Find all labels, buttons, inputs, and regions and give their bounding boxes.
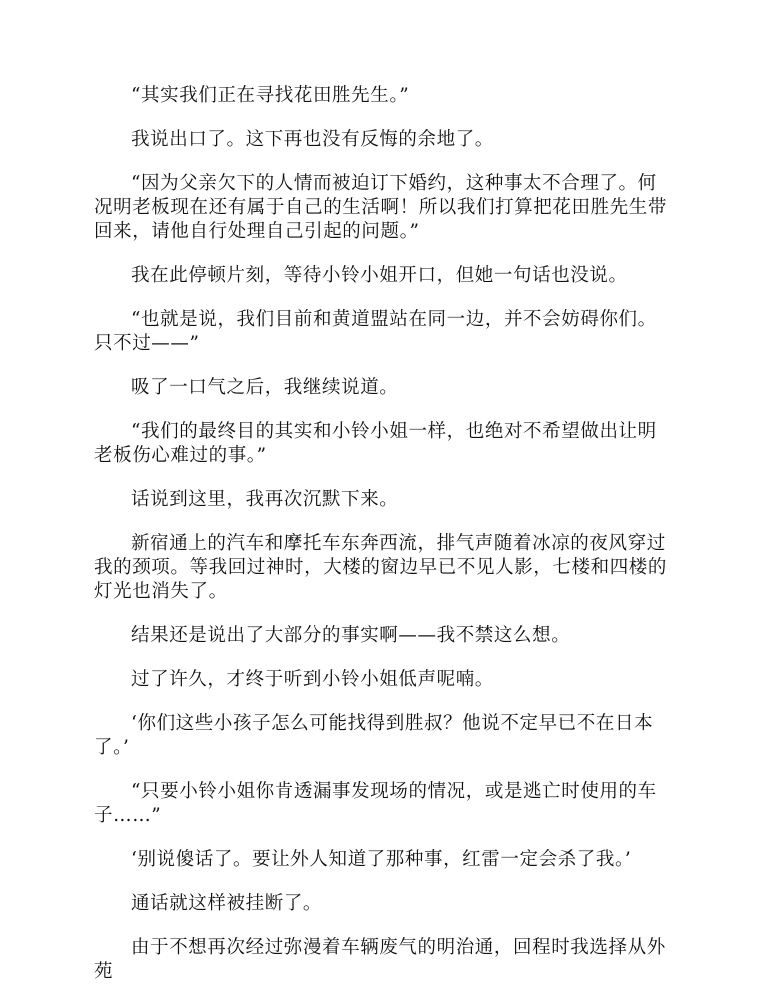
paragraph: 吸了一口气之后，我继续说道。 (131, 377, 399, 398)
paragraph: “其实我们正在寻找花田胜先生。” (131, 85, 410, 106)
paragraph: 通话就这样被挂断了。 (131, 893, 323, 914)
paragraph: 话说到这里，我再次沉默下来。 (131, 489, 399, 510)
paragraph: 由于不想再次经过弥漫着车辆废气的明治通，回程时我选择从外苑 (94, 937, 666, 982)
document-body (94, 84, 672, 1004)
paragraph: ‘别说傻话了。要让外人知道了那种事，红雷一定会杀了我。’ (131, 849, 632, 870)
paragraph: 过了许久，才终于听到小铃小姐低声呢喃。 (131, 669, 494, 690)
paragraph: 我在此停顿片刻，等待小铃小姐开口，但她一句话也没说。 (131, 265, 628, 286)
paragraph: “也就是说，我们目前和黄道盟站在同一边，并不会妨碍你们。只不过——” (94, 309, 657, 354)
paragraph: 结果还是说出了大部分的事实啊——我不禁这么想。 (131, 625, 571, 646)
paragraph: 我说出口了。这下再也没有反悔的余地了。 (131, 129, 494, 150)
paragraph: “因为父亲欠下的人情而被迫订下婚约，这种事太不合理了。何况明老板现在还有属于自己的生活啊！所以我们打算把花田胜先生带回来，请他自行处理自己引起的问题。” (94, 173, 668, 242)
paragraph: “只要小铃小姐你肯透漏事发现场的情况，或是逃亡时使用的车子……” (94, 781, 657, 826)
paragraph: ‘你们这些小孩子怎么可能找得到胜叔？他说不定早已不在日本了。’ (94, 713, 654, 758)
paragraph: 新宿通上的汽车和摩托车东奔西流，排气声随着冰凉的夜风穿过我的颈项。等我回过神时，大楼的窗边早已不见人影，七楼和四楼的灯光也消失了。 (94, 533, 668, 602)
paragraph: “我们的最终目的其实和小铃小姐一样，也绝对不希望做出让明老板伤心难过的事。” (94, 421, 657, 466)
